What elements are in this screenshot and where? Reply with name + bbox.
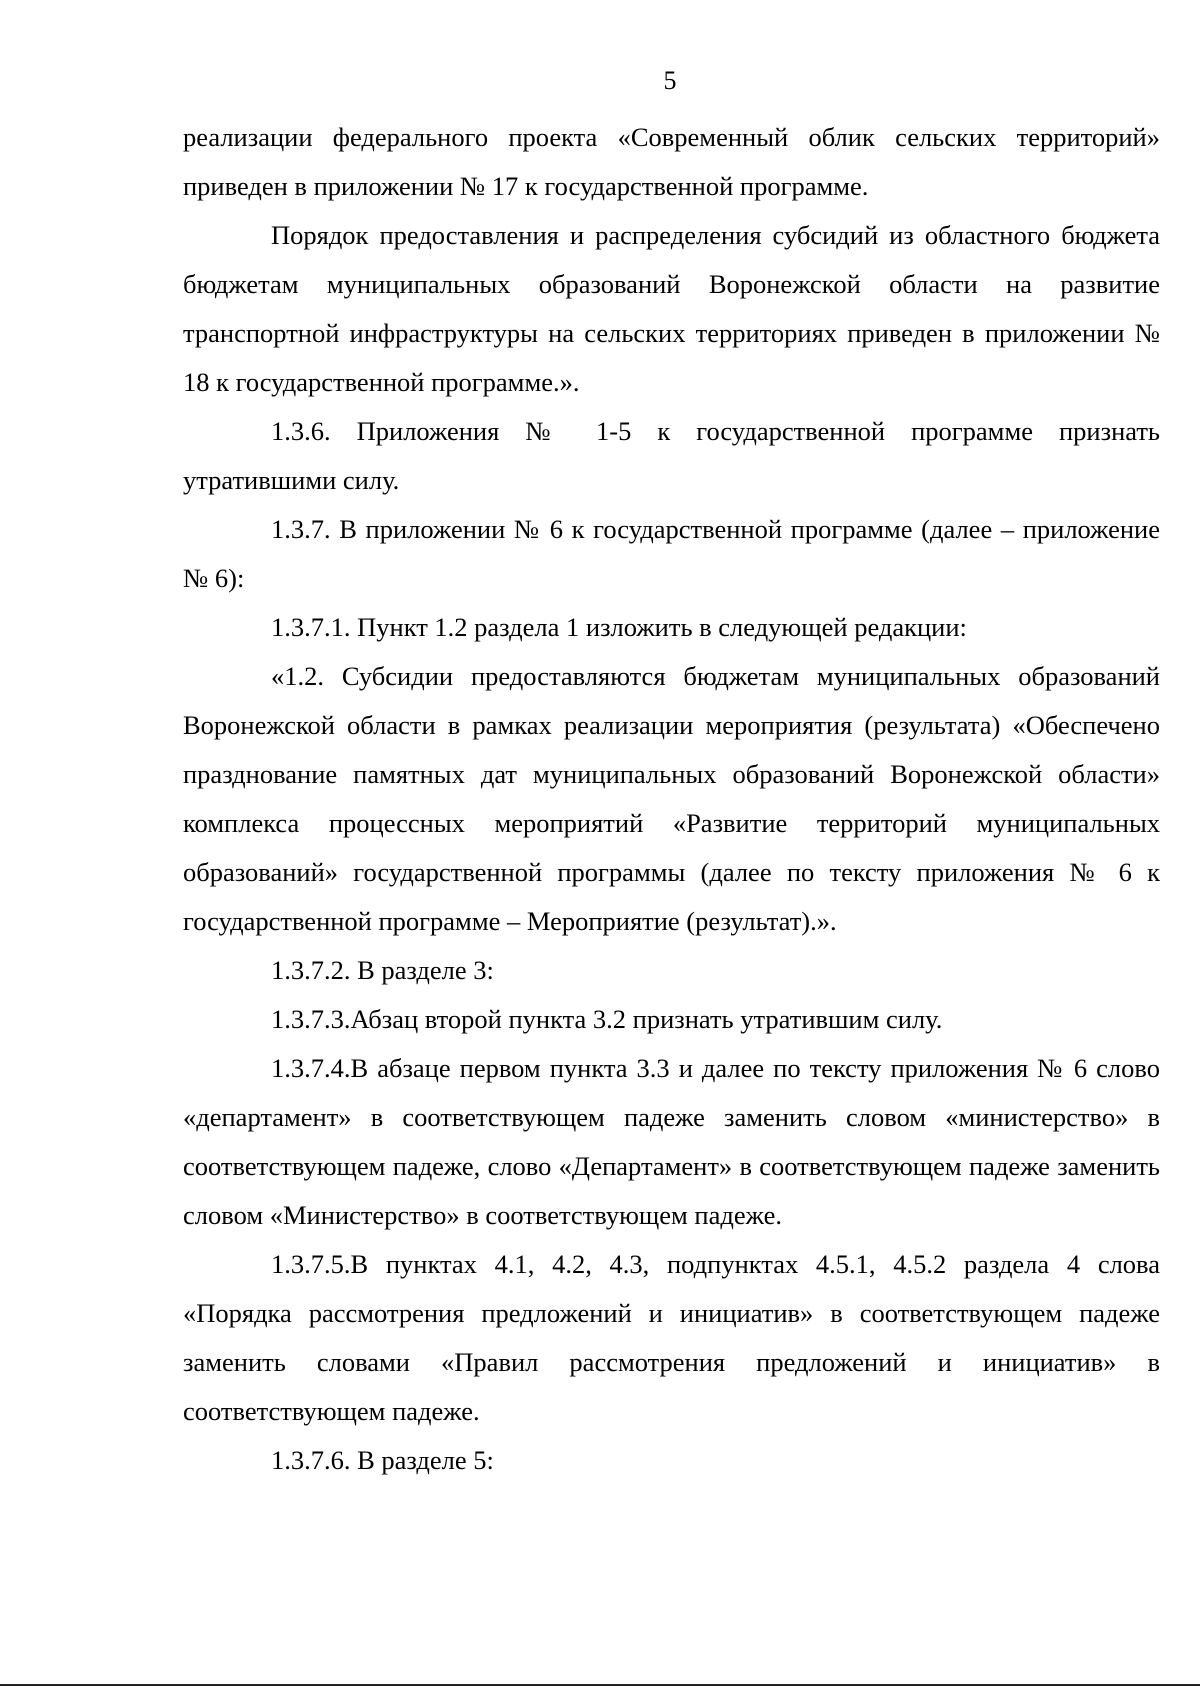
- paragraph-1-3-7-4: 1.3.7.4.В абзаце первом пункта 3.3 и далее по тексту приложения № 6 слово «департамент» в соответствующем падеже заменить словом «министерство» в соответствующем падеже, слово «Департамент» в соответствующем падеже заменить словом «Министерство» в соответствующем падеже.: [183, 1053, 1160, 1230]
- paragraph-1-3-7-6: 1.3.7.6. В разделе 5:: [271, 1445, 494, 1475]
- paragraph-1-3-7-1: 1.3.7.1. Пункт 1.2 раздела 1 изложить в следующей редакции:: [271, 612, 967, 642]
- paragraph-1-3-7-2: 1.3.7.2. В разделе 3:: [271, 955, 494, 985]
- footer-divider: [0, 1684, 1200, 1686]
- paragraph-1-3-6: 1.3.6. Приложения № 1-5 к государственной программе признать утратившими силу.: [183, 416, 1160, 495]
- paragraph-1-3-7-5: 1.3.7.5.В пунктах 4.1, 4.2, 4.3, подпунктах 4.5.1, 4.5.2 раздела 4 слова «Порядка рассмотрения предложений и инициатив» в соответствующем падеже заменить словами «Правил рассмотрения предложений и инициатив» в соответствующем падеже.: [183, 1249, 1160, 1426]
- paragraph-clause-1-2: «1.2. Субсидии предоставляются бюджетам муниципальных образований Воронежской области в рамках реализации мероприятия (результата) «Обеспечено празднование памятных дат муниципальных образований Воронежской области» комплекса процессных мероприятий «Развитие территорий муниципальных образований» государственной программы (далее по тексту приложения № 6 к государственной программе – Мероприятие (результат).».: [183, 661, 1160, 936]
- page-number: 5: [663, 66, 677, 95]
- paragraph-1-3-7: 1.3.7. В приложении № 6 к государственной программе (далее – приложение № 6):: [183, 514, 1160, 593]
- paragraph-1-3-7-3: 1.3.7.3.Абзац второй пункта 3.2 признать утратившим силу.: [271, 1004, 943, 1034]
- paragraph-federal-project: реализации федерального проекта «Современный облик сельских территорий» приведен в приложении № 17 к государственной программе.: [183, 122, 1160, 201]
- paragraph-subsidy-order: Порядок предоставления и распределения субсидий из областного бюджета бюджетам муниципальных образований Воронежской области на развитие транспортной инфраструктуры на сельских территориях приведен в приложении № 18 к государственной программе.».: [183, 220, 1160, 397]
- document-body: [183, 113, 1160, 1485]
